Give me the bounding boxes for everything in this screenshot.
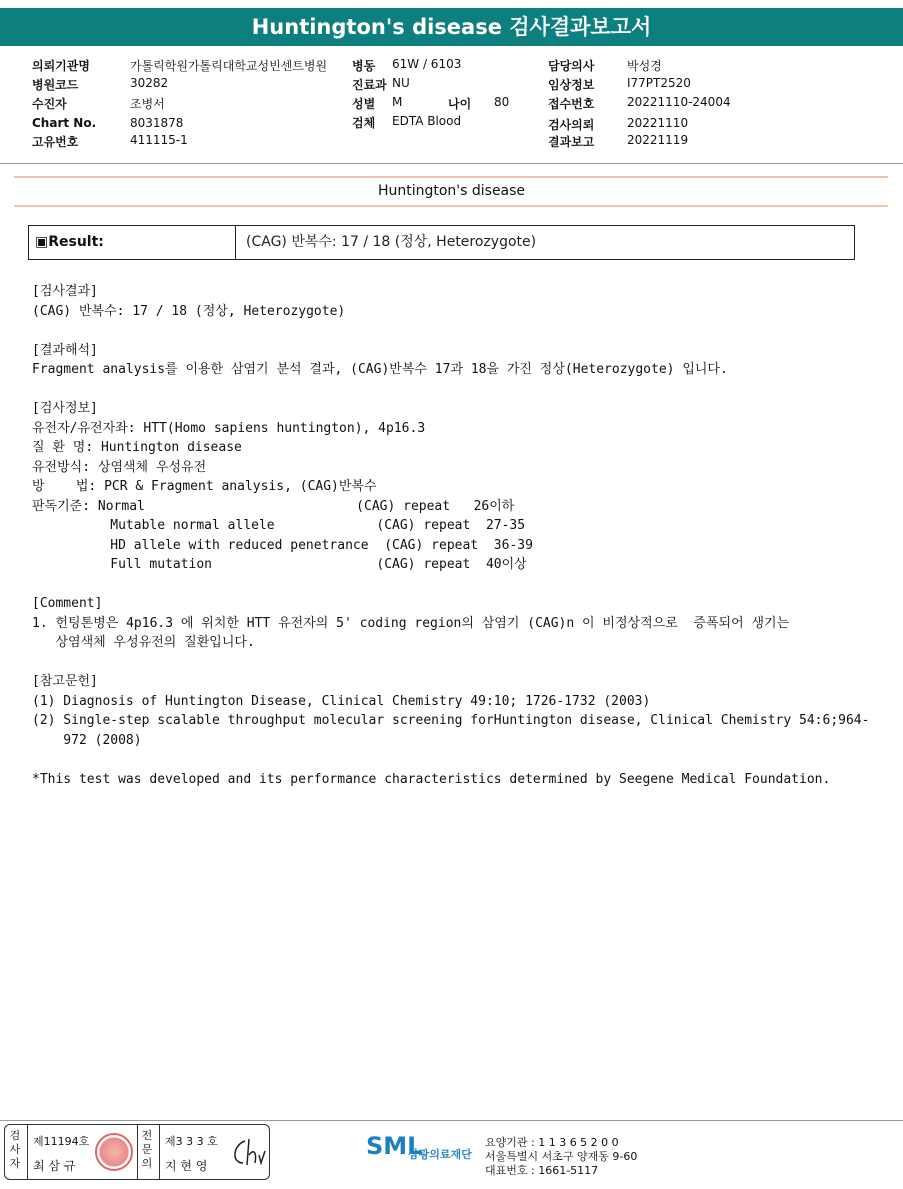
header-value-patient: 조병서 (130, 97, 165, 111)
sml-logo: SML (366, 1132, 423, 1160)
header-label-department: 진료과 (352, 78, 387, 92)
header-value-age: 80 (494, 95, 510, 109)
header-label-receipt-no: 접수번호 (548, 97, 595, 111)
report-line: 방 법: PCR & Fragment analysis, (CAG)반복수 (32, 479, 377, 494)
header-value-sex: M (392, 95, 403, 109)
report-line: (2) Single-step scalable throughput molecular screening forHuntington disease, Clinical Chemistry 54:6;964- (32, 713, 870, 728)
report-line (32, 380, 869, 400)
report-line: [참고문헌] (32, 674, 98, 689)
header-label-doctor: 담당의사 (548, 59, 595, 73)
section-rule-top (14, 176, 888, 178)
report-line: 1. 헌팅톤병은 4p16.3 에 위치한 HTT 유전자의 5' coding region의 삼염기 (CAG)n 이 비정상적으로 증폭되어 생기는 (32, 615, 790, 631)
header-value-report-date: 20221119 (627, 133, 689, 147)
header-label-chart-no: Chart No. (32, 116, 97, 130)
provider-code: 요양기관 : 1 1 3 6 5 2 0 0 (485, 1136, 619, 1149)
result-box (28, 225, 855, 260)
report-line: 질 환 명: Huntington disease (32, 440, 242, 455)
header-value-receipt-no: 20221110-24004 (627, 95, 731, 109)
report-line: 유전자/유전자좌: HTT(Homo sapiens huntington), 4p16.3 (32, 420, 426, 436)
report-line: HD allele with reduced penetrance (CAG) repeat 36-39 (32, 537, 533, 553)
section-rule-bottom (14, 205, 888, 207)
header-label-patient: 수진자 (32, 97, 67, 111)
report-line: (1) Diagnosis of Huntington Disease, Clinical Chemistry 49:10; 1726-1732 (2003) (32, 693, 651, 709)
address: 서울특별시 서초구 양재동 9-60 (485, 1150, 638, 1163)
section-title: Huntington's disease (377, 183, 526, 199)
header-label-institution: 의뢰기관명 (32, 59, 90, 73)
report-line: *This test was developed and its performance characteristics determined by Seegene Medical Foundation. (32, 771, 831, 787)
header-value-clinical-info: I77PT2520 (627, 76, 691, 90)
header-value-ward: 61W / 6103 (392, 57, 462, 71)
header-label-request-date: 검사의뢰 (548, 118, 595, 132)
header-value-doctor: 박성경 (627, 59, 662, 73)
report-line: (CAG) 반복수: 17 / 18 (정상, Heterozygote) (32, 303, 346, 319)
signature (227, 1137, 267, 1169)
report-line: 판독기준: Normal (CAG) repeat 26이하 (32, 498, 515, 514)
header-divider (0, 163, 903, 164)
sign1-license: 제11194호 (33, 1135, 90, 1148)
result-label: ▣Result: (29, 226, 236, 259)
header-value-department: NU (392, 76, 410, 90)
sign1-role: 검사자 (9, 1129, 21, 1170)
sign1-name: 최 삼 규 (33, 1159, 76, 1173)
report-line: [Comment] (32, 596, 103, 611)
header-label-age: 나이 (448, 97, 472, 111)
header-label-sex: 성별 (352, 97, 376, 111)
report-line: Mutable normal allele (CAG) repeat 27-35 (32, 518, 526, 533)
sign2-role: 전문의 (141, 1129, 153, 1170)
phone: 대표번호 : 1661-5117 (485, 1164, 599, 1177)
seal-stamp (95, 1133, 133, 1171)
report-line: [결과해석] (32, 342, 98, 358)
header-label-ward: 병동 (352, 59, 376, 73)
report-line (32, 575, 869, 595)
report-title: Huntington's disease 검사결과보고서 (0, 8, 903, 46)
report-body (32, 282, 869, 789)
report-line (32, 321, 869, 341)
report-line (32, 653, 869, 673)
header-value-specimen: EDTA Blood (392, 114, 462, 128)
report-line: [검사결과] (32, 284, 98, 299)
footer-divider (0, 1120, 903, 1121)
report-line (32, 750, 869, 770)
result-value: (CAG) 반복수: 17 / 18 (정상, Heterozygote) (246, 234, 537, 250)
header-label-report-date: 결과보고 (548, 135, 595, 149)
header-label-specimen: 검체 (352, 116, 376, 130)
sign2-license: 제3 3 3 호 (165, 1135, 218, 1148)
header-label-unique-no: 고유번호 (32, 135, 79, 149)
header-value-hospital-code: 30282 (130, 76, 169, 90)
report-line: 유전방식: 상염색체 우성유전 (32, 459, 207, 475)
header-value-request-date: 20221110 (627, 116, 689, 130)
sign2-name: 지 현 영 (165, 1159, 208, 1173)
header-value-institution: 가톨릭학원가톨릭대학교성빈센트병원 (130, 59, 328, 73)
report-line: [검사정보] (32, 401, 98, 416)
report-line: 상염색체 우성유전의 질환입니다. (32, 635, 255, 650)
header-label-clinical-info: 임상정보 (548, 78, 595, 92)
header-label-hospital-code: 병원코드 (32, 78, 79, 92)
report-line: 972 (2008) (32, 732, 142, 748)
header-value-chart-no: 8031878 (130, 116, 184, 130)
header-value-unique-no: 411115-1 (130, 133, 188, 147)
report-line: Fragment analysis를 이용한 삼염기 분석 결과, (CAG)반복수 17과 18을 가진 정상(Heterozygote) 입니다. (32, 362, 728, 377)
org-name: 삼광의료재단 (408, 1148, 472, 1161)
signature-box (4, 1124, 270, 1180)
report-line: Full mutation (CAG) repeat 40이상 (32, 557, 527, 572)
